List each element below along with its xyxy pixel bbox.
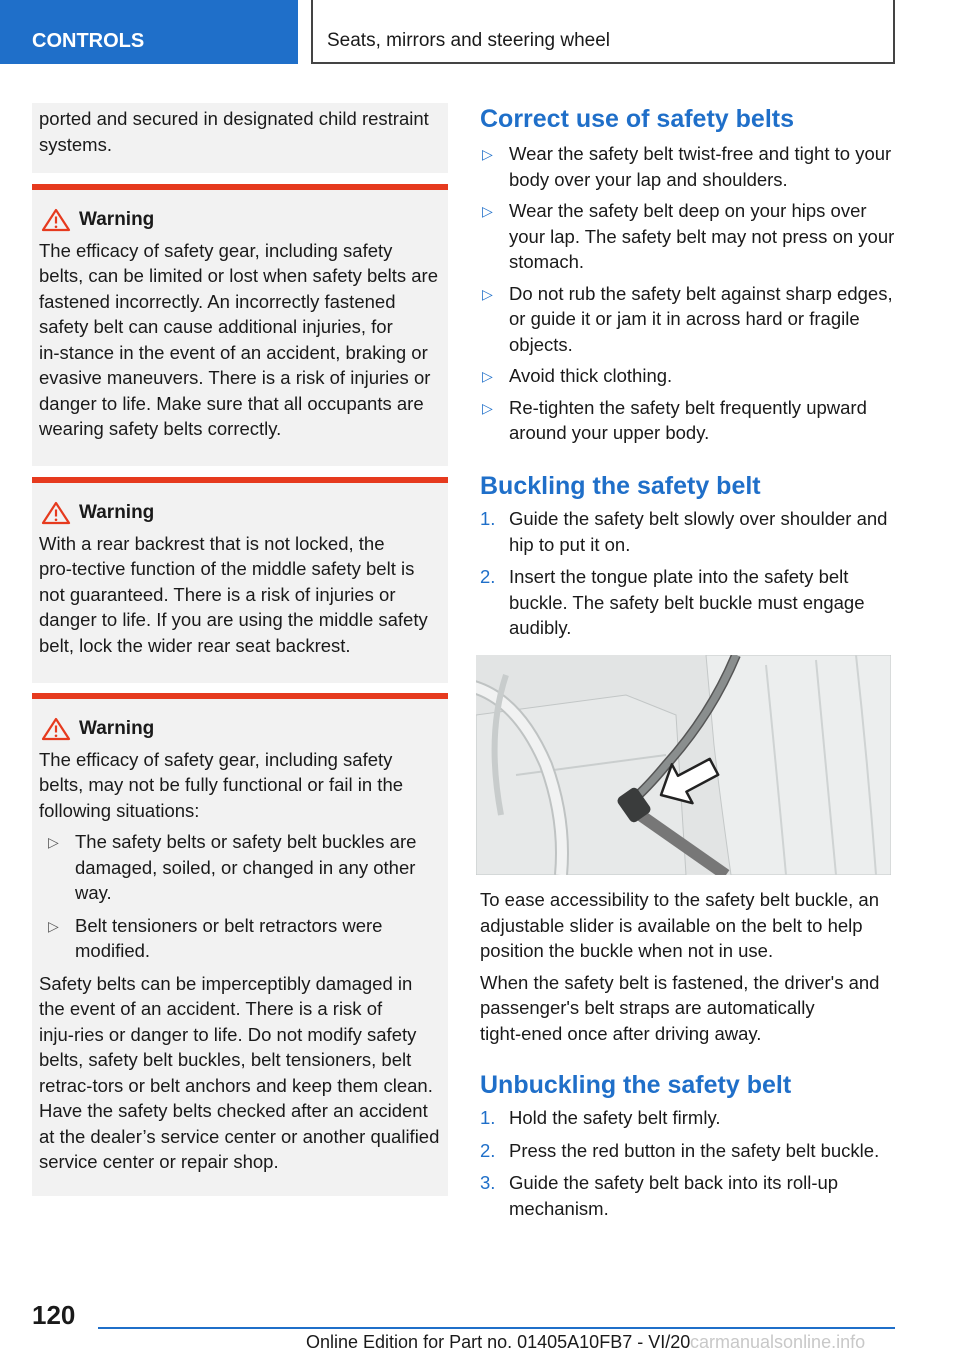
step-item (480, 1105, 895, 1131)
bullet-triangle-icon: ▷ (482, 203, 493, 219)
step-item (480, 506, 895, 557)
seat-illustration-image (476, 655, 891, 875)
seat-belt-buckle-illustration (476, 655, 891, 875)
heading-unbuckling: Unbuckling the safety belt (480, 1071, 792, 1099)
section-tab: CONTROLS (0, 0, 298, 64)
step-text: Press the red button in the safety belt buckle. (509, 1139, 880, 1161)
step-item (480, 1138, 895, 1164)
list-item (480, 141, 895, 192)
list-item-text: The safety belts or safety belt buckles are damaged, soiled, or changed in any other way. (75, 831, 417, 903)
step-number: 2. (480, 566, 496, 587)
step-text: Insert the tongue plate into the safety belt buckle. The safety belt buckle must engage audibly. (509, 566, 865, 638)
paragraph-tightening: When the safety belt is fastened, the driver's and passenger's belt straps are automatically tight‑ened once after driving away. (480, 971, 880, 1044)
list-item (480, 281, 895, 358)
list-item (480, 395, 895, 446)
step-text: Guide the safety belt back into its roll-up mechanism. (509, 1172, 839, 1219)
warning-bar (32, 477, 448, 483)
list-item (480, 198, 895, 275)
list-item (39, 829, 441, 906)
list-item-text: Wear the safety belt twist-free and tight to your body over your lap and shoulders. (509, 143, 892, 190)
list-item (480, 363, 895, 389)
step-number: 1. (480, 508, 496, 529)
warning-label: Warning (79, 718, 155, 739)
bullet-triangle-icon: ▷ (48, 917, 59, 934)
footer-divider (98, 1327, 895, 1329)
step-number: 2. (480, 1139, 496, 1161)
warning-label: Warning (79, 209, 155, 230)
step-text: Hold the safety belt firmly. (509, 1107, 721, 1128)
bullet-triangle-icon: ▷ (482, 285, 493, 302)
heading-correct-use: Correct use of safety belts (480, 105, 794, 133)
warning-triangle-icon (39, 501, 73, 525)
list-item-text: Avoid thick clothing. (509, 365, 673, 386)
list-item-text: Re-tighten the safety belt frequently upward around your upper body. (509, 396, 867, 443)
bullet-triangle-icon: ▷ (482, 146, 493, 162)
warning-triangle-icon (39, 208, 73, 232)
step-text: Guide the safety belt slowly over shoulder and hip to put it on. (509, 508, 888, 555)
list-item-text: Belt tensioners or belt retractors were modified. (75, 914, 383, 961)
unbuckling-steps (480, 1105, 895, 1221)
watermark: carmanualsonline.info (690, 1332, 866, 1352)
buckling-steps (480, 506, 895, 641)
correct-use-list (480, 141, 895, 446)
warning-heading (39, 207, 441, 233)
warning-box-3 (32, 693, 448, 1196)
bullet-triangle-icon: ▷ (482, 399, 493, 416)
warning-text: The efficacy of safety gear, including safety belts, may not be fully functional or fail in the following situations: (39, 748, 404, 821)
warning-text-after: Safety belts can be imperceptibly damaged in the event of an accident. There is a risk of inju‑ries or danger to life. Do not modify safety belts, safety belt buckles, belt tensioners, belt retrac‑tors or belt anchors and keep them clean. Have the safety belts checked after an accident at the dealer’s service center or another qualified service center or repair shop. (39, 972, 440, 1172)
warning-text: With a rear backrest that is not locked, the pro‑tective function of the middle safety belt is not guaranteed. There is a risk of injuries or danger to life. If you are using the middle safety belt, lock the wider rear seat backrest. (39, 532, 428, 656)
step-item (480, 1170, 895, 1221)
warning-triangle-icon (39, 717, 73, 741)
intro-box (32, 103, 448, 173)
section-unbuckling (480, 1069, 895, 1228)
warning-box-2 (32, 477, 448, 683)
step-number: 3. (480, 1172, 496, 1193)
list-item-text: Wear the safety belt deep on your hips over your lap. The safety belt may not press on your stomach. (509, 200, 895, 272)
section-slider-info (480, 887, 895, 1052)
warning-text: The efficacy of safety gear, including safety belts, can be limited or lost when safety belts are fastened incorrectly. An incorrectly fastened safety belt can cause additional injuries, for in‑stance in the event of an accident, braking or evasive maneuvers. There is a risk of injuries or danger to life. Make sure that all occupants are wearing safety belts correctly. (39, 239, 438, 439)
list-item (39, 913, 441, 964)
intro-text: ported and secured in designated child restraint systems. (39, 108, 429, 155)
heading-buckling: Buckling the safety belt (480, 472, 761, 500)
step-number: 1. (480, 1107, 496, 1128)
page-number: 120 (32, 1300, 76, 1330)
step-item (480, 564, 895, 641)
warning-heading (39, 716, 441, 742)
warning-label: Warning (79, 502, 155, 523)
paragraph-slider: To ease accessibility to the safety belt buckle, an adjustable slider is available on the belt to help position the buckle when not in use. (480, 889, 879, 961)
warning-bar (32, 184, 448, 190)
section-buckling (480, 470, 895, 648)
list-item-text: Do not rub the safety belt against sharp edges, or guide it or jam it in across hard or fragile objects. (509, 282, 893, 355)
section-correct-use (480, 103, 895, 452)
page-title: Seats, mirrors and steering wheel (311, 0, 895, 64)
warning-box-1 (32, 184, 448, 466)
bullet-triangle-icon: ▷ (482, 368, 493, 384)
footer-edition: Online Edition for Part no. 01405A10FB7 - VI/20 (306, 1332, 691, 1352)
warning-heading (39, 500, 441, 526)
warning-list (39, 829, 441, 964)
bullet-triangle-icon: ▷ (48, 834, 59, 850)
warning-bar (32, 693, 448, 699)
